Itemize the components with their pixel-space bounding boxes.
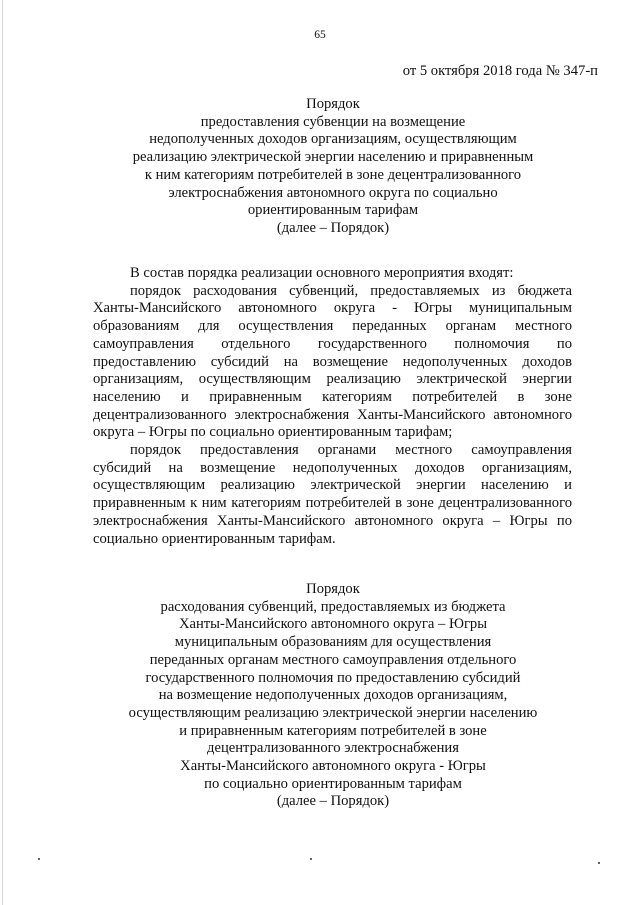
body-list-item: порядок расходования субвенций, предоставляемых из бюджета Ханты-Мансийского автономного округа - Югры муниципальным образованиям для осуществления переданных органам местного самоуправления отдельного государственного полномочия по предоставлению субсидий на возмещение недополученных доходов организациям, осуществляющим реализацию электрической энергии населению и приравненным категориям потребителей в зоне децентрализованного электроснабжения Ханты-Мансийского автономного округа – Югры по социально ориентированным тарифам; (93, 282, 572, 441)
title-line: децентрализованного электроснабжения (207, 740, 459, 757)
order-title-block-2 (80, 581, 586, 811)
title-line: переданных органам местного самоуправления отдельного (149, 651, 517, 668)
scan-speck (310, 858, 312, 860)
scan-speck (38, 858, 40, 860)
body-list-item: порядок предоставления органами местного самоуправления субсидий на возмещение недополученных доходов организациям, осуществляющим реализацию электрической энергии населению и приравненным к ним категориям потребителей в зоне децентрализованного электроснабжения Ханты-Мансийского автономного округа – Югры по социально ориентированным тарифам. (93, 442, 572, 547)
title-line: муниципальным образованиям для осуществления (174, 634, 492, 651)
title-line: на возмещение недополученных доходов организациям, (158, 687, 508, 704)
scan-speck (598, 862, 600, 864)
title-line: расходования субвенций, предоставляемых из бюджета (160, 598, 506, 615)
body-intro: В состав порядка реализации основного мероприятия входят: (130, 265, 514, 281)
order-title-block-1 (80, 96, 586, 238)
body-text (93, 265, 572, 548)
decree-reference: от 5 октября 2018 года № 347-п (402, 63, 598, 79)
title-line: электроснабжения автономного округа по социально (168, 184, 498, 201)
page-number: 65 (314, 29, 326, 41)
title-line: Порядок (306, 96, 360, 112)
scan-edge-line (2, 0, 3, 905)
title-line: ориентированным тарифам (247, 202, 419, 219)
title-line: Ханты-Мансийского автономного округа - Югры (180, 758, 486, 775)
title-line: (далее – Порядок) (276, 793, 390, 810)
title-line: по социально ориентированным тарифам (204, 775, 462, 792)
title-line: к ним категориям потребителей в зоне децентрализованного (144, 166, 522, 183)
title-line: реализацию электрической энергии населению и приравненным (132, 149, 534, 166)
title-line: осуществляющим реализацию электрической энергии населению (128, 704, 538, 721)
title-line: государственного полномочия по предоставлению субсидий (145, 669, 521, 686)
title-line: (далее – Порядок) (276, 219, 390, 236)
title-line: предоставления субвенции на возмещение (200, 113, 466, 130)
title-line: недополученных доходов организациям, осуществляющим (149, 131, 517, 148)
title-line: и приравненным категориям потребителей в зоне (179, 722, 487, 739)
title-line: Порядок (306, 581, 360, 597)
title-line: Ханты-Мансийского автономного округа – Югры (178, 616, 488, 633)
